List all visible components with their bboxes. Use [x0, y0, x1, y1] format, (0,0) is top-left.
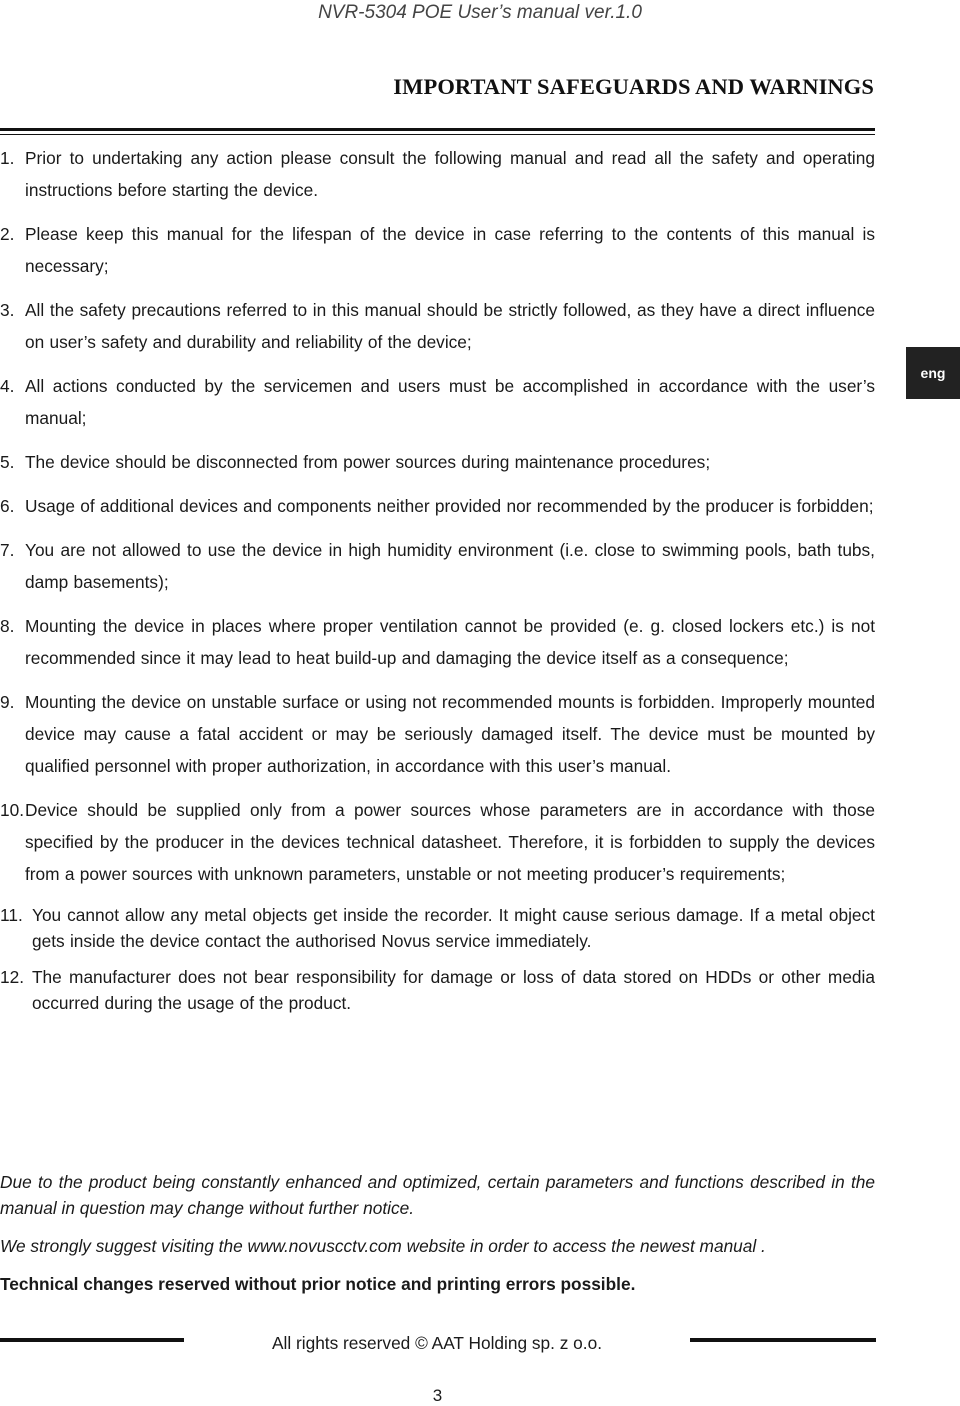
- item-number: 8.: [0, 616, 15, 636]
- item-number: 12.: [0, 967, 25, 987]
- title-rule-thick: [0, 128, 875, 131]
- list-item: [0, 218, 875, 282]
- list-item: [0, 142, 875, 206]
- list-item: [0, 446, 875, 478]
- item-text: Prior to undertaking any action please consult the following manual and read all the safety and operating instructions before starting the device.: [25, 148, 875, 200]
- footer-rights: All rights reserved © AAT Holding sp. z o.o.: [271, 1333, 603, 1353]
- item-number: 4.: [0, 376, 15, 396]
- item-text: Mounting the device in places where proper ventilation cannot be provided (e. g. closed lockers etc.) is not recommended since it may lead to heat build-up and damaging the device itself as a consequence;: [25, 616, 875, 668]
- footer-rule-left: [0, 1338, 184, 1342]
- item-number: 6.: [0, 496, 15, 516]
- item-number: 3.: [0, 300, 15, 320]
- list-item: [0, 294, 875, 358]
- item-text: All actions conducted by the servicemen and users must be accomplished in accordance with the user’s manual;: [25, 376, 875, 428]
- page-number: 3: [432, 1386, 443, 1405]
- list-item: [0, 686, 875, 782]
- language-tab[interactable]: eng: [906, 347, 960, 399]
- item-number: 10.: [0, 800, 25, 820]
- item-text: The manufacturer does not bear responsibility for damage or loss of data stored on HDDs or other media occurred during the usage of the product.: [32, 967, 875, 1013]
- website-notice: We strongly suggest visiting the www.novuscctv.com website in order to access the newest manual .: [0, 1236, 766, 1256]
- item-number: 2.: [0, 224, 15, 244]
- list-item: [0, 370, 875, 434]
- item-text: All the safety precautions referred to in this manual should be strictly followed, as they have a direct influence on user’s safety and durability and reliability of the device;: [25, 300, 875, 352]
- item-text: Device should be supplied only from a power sources whose parameters are in accordance with those specified by the producer in the devices technical datasheet. Therefore, it is forbidden to supply the devices from a power sources with unknown parameters, unstable or not meeting producer’s requirements;: [25, 800, 875, 884]
- item-number: 11.: [0, 905, 23, 925]
- page-title: IMPORTANT SAFEGUARDS AND WARNINGS: [393, 74, 874, 99]
- list-item: [0, 610, 875, 674]
- item-text: Mounting the device on unstable surface or using not recommended mounts is forbidden. Improperly mounted device may cause a fatal accident or may be seriously damaged itself. The device must be mounted by qualified personnel with proper authorization, in accordance with this user’s manual.: [25, 692, 875, 776]
- safeguards-list: [0, 142, 875, 1026]
- running-header: NVR-5304 POE User’s manual ver.1.0: [318, 2, 642, 23]
- title-rule-thin: [0, 134, 875, 135]
- list-item: [0, 534, 875, 598]
- item-text: Usage of additional devices and components neither provided nor recommended by the producer is forbidden;: [25, 496, 874, 516]
- item-number: 9.: [0, 692, 15, 712]
- technical-changes-notice: Technical changes reserved without prior notice and printing errors possible.: [0, 1274, 636, 1294]
- item-number: 1.: [0, 148, 15, 168]
- list-item: [0, 490, 875, 522]
- item-text: You are not allowed to use the device in high humidity environment (i.e. close to swimming pools, bath tubs, damp basements);: [25, 540, 875, 592]
- item-number: 5.: [0, 452, 15, 472]
- footer-rule-right: [690, 1338, 876, 1342]
- list-item: [0, 794, 875, 890]
- item-text: You cannot allow any metal objects get inside the recorder. It might cause serious damage. If a metal object gets inside the device contact the authorised Novus service immediately.: [32, 905, 875, 951]
- change-notice: Due to the product being constantly enhanced and optimized, certain parameters and functions described in the manual in question may change without further notice.: [0, 1172, 875, 1218]
- list-item: [0, 902, 875, 954]
- list-item: [0, 964, 875, 1016]
- notes-section: [0, 1169, 875, 1297]
- item-text: The device should be disconnected from power sources during maintenance procedures;: [25, 452, 711, 472]
- item-text: Please keep this manual for the lifespan of the device in case referring to the contents of this manual is necessary;: [25, 224, 875, 276]
- item-number: 7.: [0, 540, 15, 560]
